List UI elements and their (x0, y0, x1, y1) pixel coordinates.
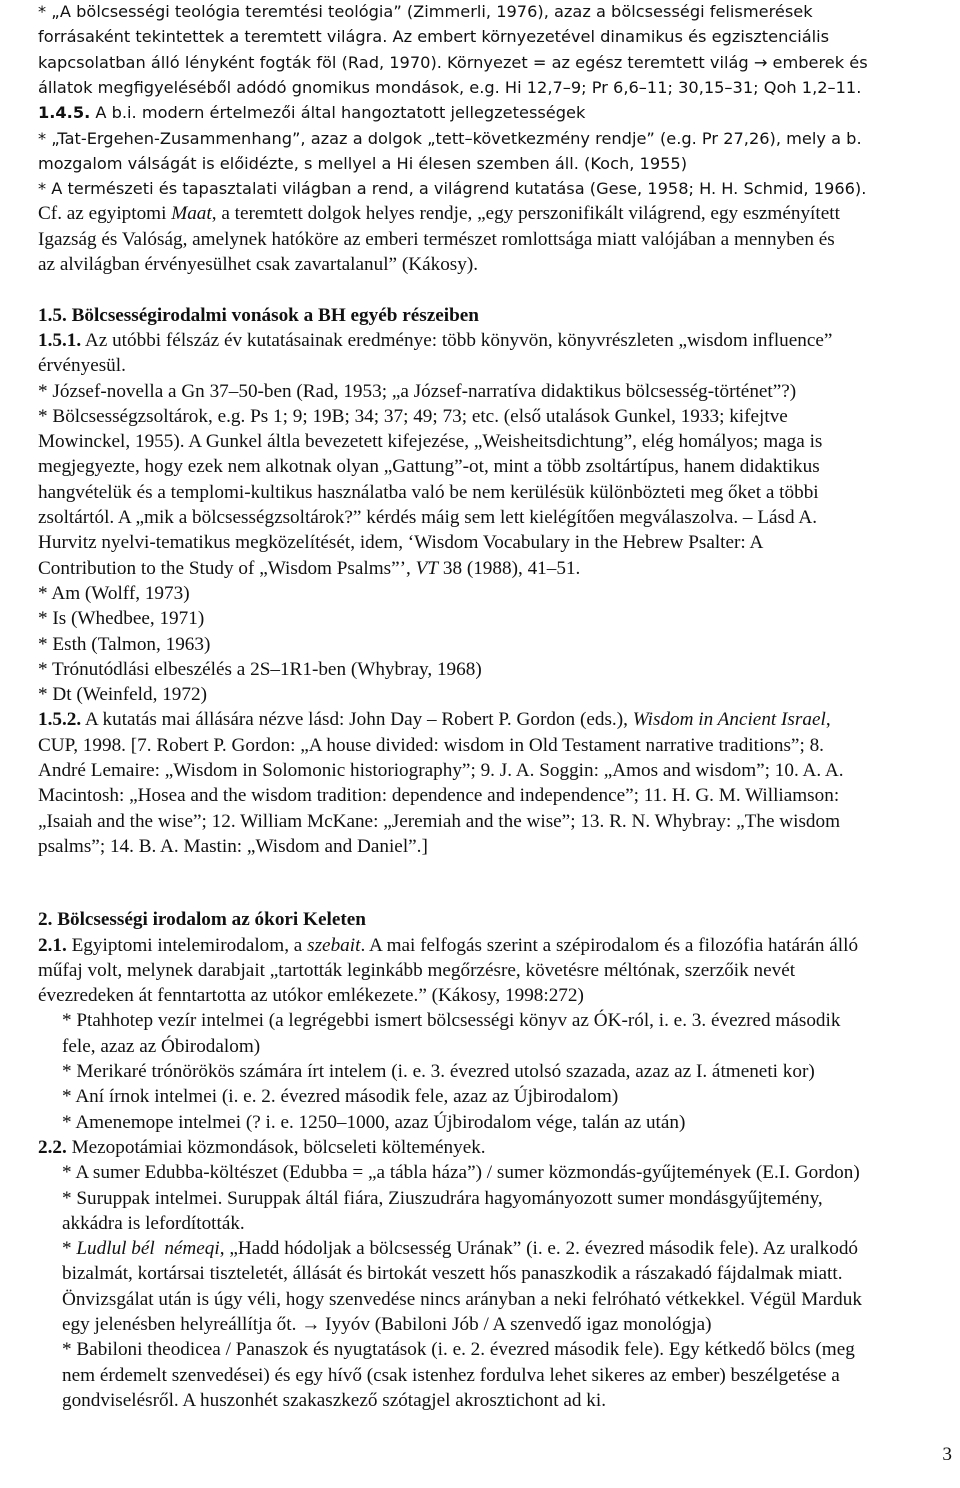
text-line: állatok megfigyeléséből adódó gnomikus mondások, e.g. Hi 12,7–9; Pr 6,6–11; 30,15–31; Qoh 1,2–11. (38, 77, 862, 97)
text-line: egy jelenésben helyreállítja őt. → Iyyóv (Babiloni Jób / A szenvedő igaz monológja) (38, 1314, 712, 1336)
text-line: * Is (Whedbee, 1971) (38, 608, 205, 630)
text-line: * József-novella a Gn 37–50-ben (Rad, 1953; „a József-narratíva didaktikus bölcsesség-történet”?) (38, 380, 797, 402)
text-line: * Suruppak intelmei. Suruppak áltál fiára, Ziuszudrára hagyományozott sumer mondásgyűjtemény, (38, 1187, 823, 1209)
italic-run: szebait (307, 934, 361, 956)
text-run: , (825, 709, 831, 731)
text-line: CUP, 1998. [7. Robert P. Gordon: „A house divided: wisdom in Old Testament narrative traditions”; 8. (38, 734, 824, 756)
text-line: érvényesül. (38, 355, 126, 377)
text-line: Önvizsgálat után is úgy véli, hogy szenvedése nincs arányban a neki felróható vétkekkel. Végül Marduk (38, 1288, 862, 1310)
text-line: psalms”; 14. B. A. Mastin: „Wisdom and Daniel”.] (38, 835, 428, 857)
text-line: az alvilágban érvényesülhet csak zavartalanul” (Kákosy). (38, 254, 479, 275)
text-line: hangvételük és a templomi-kultikus használatba való be nem kerülésük különbözteti meg őket a többi (38, 481, 819, 503)
text-line: Macintosh: „Hosea and the wisdom tradition: dependence and independence”; 11. H. G. M. Williamson: (38, 785, 840, 807)
italic-run: Wisdom in Ancient Israel (632, 709, 826, 731)
text-line: mozgalom válságát is előidézte, s mellyel a Hi élesen szemben áll. (Koch, 1955) (38, 153, 688, 173)
text-line (38, 708, 831, 732)
italic-run: Ludlul bél némeqi (76, 1238, 220, 1260)
text-line (38, 329, 832, 353)
text-run: Egyiptomi intelemirodalom, a (66, 934, 308, 956)
text-run: A b.i. modern értelmezői által hangoztatott jellegzetességek (90, 103, 586, 123)
bold-run: 2.1. (38, 934, 67, 956)
text-line (38, 934, 858, 958)
bold-run: 1.5.2. (38, 709, 82, 731)
text-line: fele, azaz az Óbirodalom) (38, 1035, 261, 1057)
text-line: * Esth (Talmon, 1963) (38, 633, 211, 655)
text-line: * Am (Wolff, 1973) (38, 582, 190, 604)
text-line: „Isaiah and the wise”; 12. William McKane: „Jeremiah and the wise”; 13. R. N. Whybray: „The wisdom (38, 810, 841, 832)
text-line (38, 202, 840, 226)
text-run: 38 (1988), 41–51. (438, 557, 581, 579)
text-line: Igazság és Valóság, amelynek hatóköre az emberi természet romlottsága miatt valójában a mennyben és (38, 228, 835, 250)
text-line: műfaj volt, melynek darabjait „tartották leginkább megőrzésre, követésre méltónak, szerzőik nevét (38, 959, 796, 981)
text-run: Cf. az egyiptomi (38, 203, 172, 225)
text-line: gondviselésről. A huszonhét szakaszkező szótagjel akrosztichont ad ki. (38, 1389, 607, 1411)
text-line: megjegyezte, hogy ezek nem alkotnak olyan „Gattung”-ot, mint a több zsoltártípus, hanem didaktikus (38, 456, 820, 478)
text-line: * Ptahhotep vezír intelmei (a legrégebbi ismert bölcsességi könyv az ÓK-ról, i. e. 3. évezred második (38, 1010, 841, 1032)
italic-run: VT (415, 557, 439, 579)
text-line: * A természeti és tapasztalati világban a rend, a világrend kutatása (Gese, 1958; H. H. Schmid, 1966). (38, 179, 867, 199)
text-line: bizalmát, kortársai tiszteletét, állását és birtokát veszett hős panaszkodik a rászakadó fájdalmak miatt. (38, 1263, 843, 1285)
text-line: * „Tat-Ergehen-Zusammenhang”, azaz a dolgok „tett–következmény rendje” (e.g. Pr 27,26), mely a b. (38, 128, 862, 148)
text-line: * Babiloni theodicea / Panaszok és nyugtatások (i. e. 2. évezred második fele). Egy kétkedő bölcs (meg (38, 1339, 855, 1361)
text-run: * (38, 1238, 77, 1260)
text-line: André Lemaire: „Wisdom in Solomonic historiography”; 9. J. A. Soggin: „Amos and wisdom”; 10. A. A. (38, 760, 844, 781)
text-line: * Merikaré trónörökös számára írt intelem (i. e. 3. évezred utolsó szazada, azaz az I. átmeneti kor) (38, 1061, 815, 1083)
text-line: * A sumer Edubba-költészet (Edubba = „a tábla háza”) / sumer közmondás-gyűjtemények (E.I. Gordon) (38, 1162, 860, 1184)
text-line: Mowinckel, 1955). A Gunkel áltla bevezetett kifejezése, „Weisheitsdichtung”, elég homályos; maga is (38, 431, 823, 453)
text-line (38, 101, 585, 125)
text-line: kapcsolatban álló lényként fogták föl (Rad, 1970). Környezet = az egész teremtett világ → emberek és (38, 52, 868, 72)
text-line: * Dt (Weinfeld, 1972) (38, 684, 207, 706)
bold-run: 2.2. (38, 1136, 67, 1158)
text-line: akkádra is lefordították. (38, 1212, 245, 1234)
text-line: 2. Bölcsességi irodalom az ókori Keleten (38, 909, 366, 931)
text-line: nem érdemelt szenvedései) és egy hívő (csak istenhez fordulva lehet sikeres az ember) beszélgetése a (38, 1364, 840, 1386)
text-line: * Bölcsességzsoltárok, e.g. Ps 1; 9; 19B; 34; 37; 49; 73; etc. (első utalások Gunkel, 1933; kifejtve (38, 405, 788, 427)
text-line: * Trónutódlási elbeszélés a 2S–1R1-ben (Whybray, 1968) (38, 658, 482, 680)
page-number: 3 (942, 1444, 952, 1465)
text-run: Contribution to the Study of „Wisdom Psalms”’, (38, 557, 416, 579)
text-run: , „Hadd hódoljak a bölcsesség Urának” (i. e. 2. évezred második fele). Az uralkodó (219, 1238, 859, 1260)
bold-run: 1.4.5. (38, 103, 91, 123)
text-line: Hurvitz nyelvi-tematikus megközelítését, idem, ‘Wisdom Vocabulary in the Hebrew Psalter: A (38, 532, 764, 554)
text-run: Az utóbbi félszáz év kutatásainak eredménye: több könyvön, könyvrészleten „wisdom influence” (81, 329, 833, 351)
bold-run: 1.5.1. (38, 329, 82, 351)
text-line: 1.5. Bölcsességirodalmi vonások a BH egyéb részeiben (38, 304, 479, 326)
text-run: Mezopotámiai közmondások, bölcseleti költemények. (66, 1136, 486, 1158)
text-line (38, 557, 580, 581)
text-run: . A mai felfogás szerint a szépirodalom és a filozófia határán álló (360, 934, 859, 956)
text-line: * Aní írnok intelmei (i. e. 2. évezred második fele, azaz az Újbirodalom) (38, 1086, 619, 1108)
text-line: forrásaként tekintettek a teremtett világra. Az embert környezetével dinamikus és egzisztenciális (38, 27, 830, 47)
text-run: , a teremtett dolgok helyes rendje, „egy perszonifikált világrend, egy eszményített (211, 203, 840, 225)
text-line: évezredeken át fenntartotta az utókor emlékezete.” (Kákosy, 1998:272) (38, 985, 584, 1007)
text-run: A kutatás mai állására nézve lásd: John Day – Robert P. Gordon (eds.), (81, 709, 633, 731)
text-line (38, 1136, 486, 1160)
text-line: * „A bölcsességi teológia teremtési teológia” (Zimmerli, 1976), azaz a bölcsességi felismerések (38, 2, 813, 21)
text-line: * Amenemope intelmei (? i. e. 1250–1000, azaz Újbirodalom vége, talán az után) (38, 1111, 686, 1133)
italic-run: Maat (171, 203, 212, 225)
text-line: zsoltártól. A „mik a bölcsességzsoltárok?” kérdés máig sem lett kielégítően megválaszolva. – Lásd A. (38, 507, 818, 528)
text-line (38, 1237, 858, 1261)
